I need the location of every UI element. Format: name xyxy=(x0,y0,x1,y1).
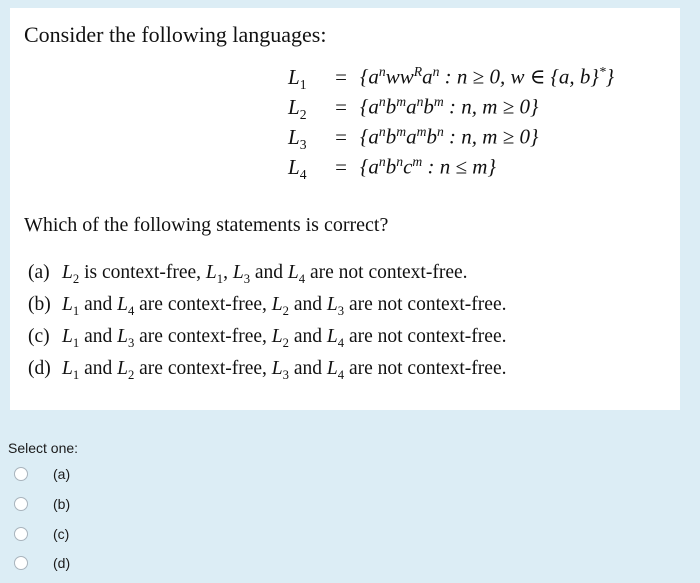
statement-text: and xyxy=(250,262,288,283)
option-text xyxy=(62,262,468,287)
language-symbol: $L_4$ xyxy=(287,262,306,286)
math-text: ww xyxy=(385,64,414,89)
superscript: n xyxy=(416,94,424,109)
language-symbol: $L_2$ xyxy=(271,294,289,318)
option-id: (c) xyxy=(28,326,50,347)
language-symbol: $L_3$ xyxy=(326,294,345,318)
definition-lhs: $L_4$ xyxy=(288,154,307,182)
statement-text: and xyxy=(79,326,118,347)
math-text: {a xyxy=(360,154,379,179)
superscript: m xyxy=(396,94,407,109)
superscript: n xyxy=(378,124,386,139)
language-symbol: $L_1$ xyxy=(62,326,80,350)
math-text: : n, m xyxy=(443,94,503,119)
option-text xyxy=(62,326,506,351)
math-text: b xyxy=(423,94,434,119)
choice-label[interactable]: (b) xyxy=(53,496,71,512)
math-text: b xyxy=(426,124,437,149)
math-text: a xyxy=(406,94,417,119)
math-text: b xyxy=(385,154,397,179)
math-text: a xyxy=(406,124,417,149)
statement-text: are not context-free. xyxy=(305,262,468,283)
definition-row xyxy=(288,94,614,124)
math-text: b xyxy=(385,124,397,149)
radio-button-d[interactable] xyxy=(14,556,28,570)
superscript: m xyxy=(433,94,444,109)
math-text: 0} xyxy=(514,124,539,149)
choice-label[interactable]: (d) xyxy=(53,555,71,571)
equals-sign: = xyxy=(335,124,347,149)
option-id: (a) xyxy=(28,262,50,283)
statement-text: , xyxy=(223,262,233,283)
superscript: n xyxy=(396,154,404,169)
option-statement xyxy=(28,294,506,326)
statement-text: are context-free, xyxy=(134,294,272,315)
answer-choice-b[interactable] xyxy=(14,493,70,515)
math-operator: ≥ xyxy=(502,124,515,149)
definition-row xyxy=(288,154,614,184)
math-text: } xyxy=(605,64,615,89)
definition-lhs: $L_3$ xyxy=(288,124,307,152)
question-prompt: Which of the following statements is correct? xyxy=(24,214,389,236)
language-symbol: $L_2$ xyxy=(117,358,135,382)
superscript: m xyxy=(412,154,423,169)
statement-text: are not context-free. xyxy=(344,358,507,379)
math-text: a xyxy=(422,64,433,89)
language-symbol: $L_1$ xyxy=(62,358,80,382)
option-statement xyxy=(28,262,506,294)
statement-text: and xyxy=(288,358,327,379)
superscript: m xyxy=(416,124,427,139)
radio-button-b[interactable] xyxy=(14,497,28,511)
equals-sign: = xyxy=(335,64,347,89)
statement-text: are not context-free. xyxy=(344,326,507,347)
math-text: {a, b} xyxy=(545,64,599,89)
choice-label[interactable]: (c) xyxy=(53,526,70,542)
answer-choice-d[interactable] xyxy=(14,552,70,574)
superscript: n xyxy=(378,94,386,109)
radio-button-a[interactable] xyxy=(14,467,28,481)
option-list xyxy=(28,262,506,390)
math-text: {a xyxy=(360,124,379,149)
superscript: n xyxy=(432,64,440,79)
math-text: : n, m xyxy=(443,124,503,149)
definition-row xyxy=(288,124,614,154)
math-text: b xyxy=(385,94,397,119)
superscript: n xyxy=(378,154,386,169)
statement-text: are context-free, xyxy=(134,326,272,347)
math-text: {a xyxy=(360,94,379,119)
option-id: (d) xyxy=(28,358,51,379)
statement-text: and xyxy=(288,294,327,315)
option-statement xyxy=(28,358,506,390)
language-symbol: $L_4$ xyxy=(117,294,135,318)
math-text: m} xyxy=(467,154,496,179)
superscript: n xyxy=(436,124,444,139)
definition-rhs xyxy=(360,124,538,150)
option-text xyxy=(62,358,506,383)
language-symbol: $L_4$ xyxy=(326,358,345,382)
statement-text: and xyxy=(288,326,327,347)
equals-sign: = xyxy=(335,94,347,119)
statement-text: are not context-free. xyxy=(344,294,507,315)
select-one-label: Select one: xyxy=(8,440,79,456)
math-text: 0} xyxy=(514,94,539,119)
superscript: * xyxy=(598,64,606,79)
radio-button-c[interactable] xyxy=(14,527,28,541)
math-operator: ∈ xyxy=(529,64,546,89)
math-text: 0, w xyxy=(484,64,530,89)
language-symbol: $L_2$ xyxy=(62,262,80,286)
definition-row xyxy=(288,64,614,94)
language-symbol: $L_1$ xyxy=(62,294,80,318)
equals-sign: = xyxy=(335,154,347,179)
language-symbol: $L_1$ xyxy=(205,262,224,286)
question-card xyxy=(10,8,680,410)
language-symbol: $L_3$ xyxy=(117,326,135,350)
statement-text: are context-free, xyxy=(134,358,272,379)
definition-lhs: $L_1$ xyxy=(288,64,307,92)
language-symbol: $L_3$ xyxy=(232,262,251,286)
math-operator: ≥ xyxy=(472,64,485,89)
math-operator: ≥ xyxy=(502,94,515,119)
definition-rhs xyxy=(360,94,538,120)
statement-text: and xyxy=(79,358,118,379)
superscript: m xyxy=(396,124,407,139)
definition-lhs: $L_2$ xyxy=(288,94,307,122)
math-text: {a xyxy=(360,64,379,89)
option-statement xyxy=(28,326,506,358)
statement-text: and xyxy=(79,294,118,315)
answer-panel xyxy=(0,410,700,583)
answer-choice-c[interactable] xyxy=(14,523,69,545)
language-definitions xyxy=(288,64,614,184)
statement-text: is context-free, xyxy=(79,262,206,283)
question-intro: Consider the following languages: xyxy=(24,22,327,47)
language-symbol: $L_3$ xyxy=(271,358,289,382)
math-text: : n xyxy=(439,64,473,89)
language-symbol: $L_4$ xyxy=(326,326,345,350)
option-text xyxy=(62,294,506,319)
definition-rhs xyxy=(360,64,614,90)
superscript: n xyxy=(378,64,386,79)
definition-rhs xyxy=(360,154,496,180)
superscript: R xyxy=(413,64,423,79)
language-symbol: $L_2$ xyxy=(271,326,289,350)
answer-choice-a[interactable] xyxy=(14,463,70,485)
math-operator: ≤ xyxy=(455,154,468,179)
option-id: (b) xyxy=(28,294,51,315)
choice-label[interactable]: (a) xyxy=(53,466,71,482)
math-text: c xyxy=(403,154,413,179)
math-text: : n xyxy=(422,154,456,179)
